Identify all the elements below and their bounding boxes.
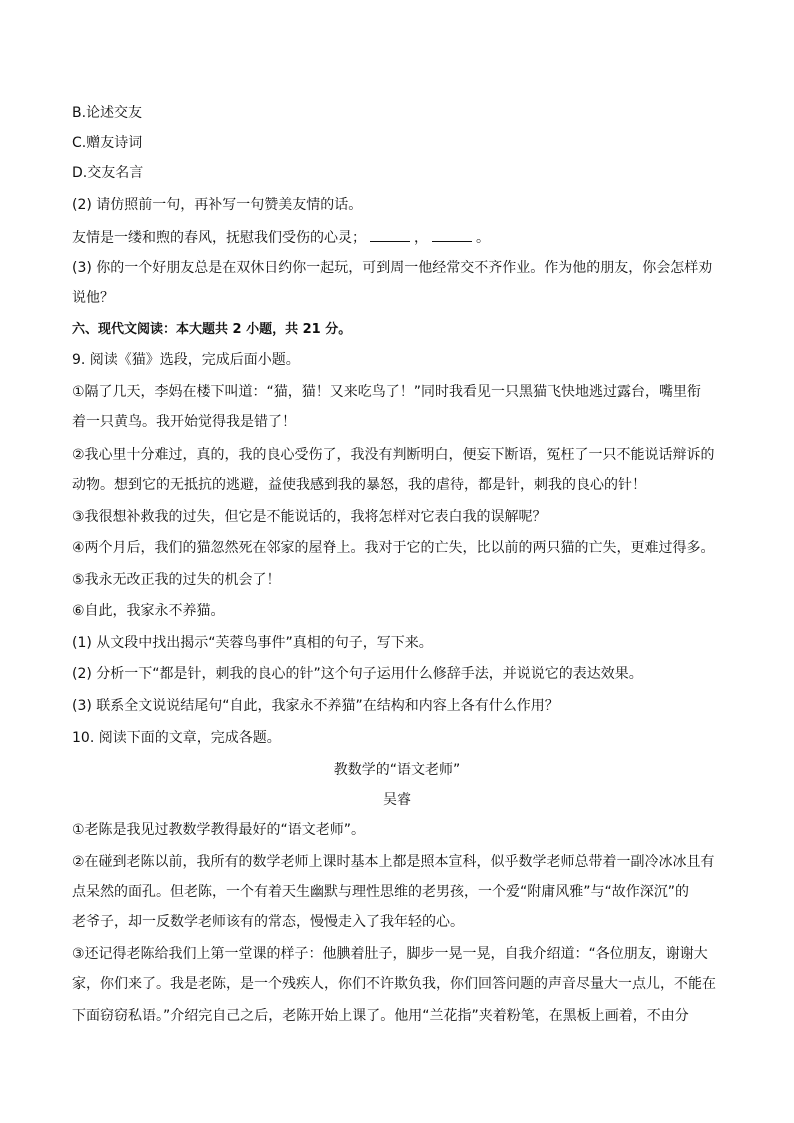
- q10-p1: ①老陈是我见过教数学教得最好的“语文老师”。: [72, 822, 366, 838]
- q9-p5: ⑤我永无改正我的过失的机会了！: [72, 572, 281, 588]
- q8-2-sentence: [72, 227, 722, 248]
- q10-intro: 10. 阅读下面的文章，完成各题。: [72, 730, 281, 746]
- q10-p2-line1: ②在碰到老陈以前，我所有的数学老师上课时基本上都是照本宣科，似乎数学老师总带着一副冷冰冰且有: [72, 854, 715, 870]
- q8-2-prompt: (2) 请仿照前一句，再补写一句赞美友情的话。: [72, 197, 363, 213]
- option-c: C.赠友诗词: [72, 135, 143, 151]
- q9-sub3: (3) 联系全文说说结尾句“自此，我家永不养猫”在结构和内容上各有什么作用？: [72, 698, 559, 714]
- answer-blank-1[interactable]: [370, 227, 410, 242]
- q8-2-separator: ，: [414, 230, 428, 246]
- q9-p1-line1: ①隔了几天，李妈在楼下叫道：“猫，猫！又来吃鸟了！”同时我看见一只黑猫飞快地逃过露台，嘴里衔: [72, 384, 702, 400]
- answer-blank-2[interactable]: [432, 227, 472, 242]
- article-title: 教数学的“语文老师”: [333, 762, 461, 778]
- q8-2-end: 。: [476, 230, 490, 246]
- q10-p3-line2: 家，你们来了。我是老陈，是一个残疾人，你们不许欺负我，你们回答问题的声音尽量大一点儿，不能在: [72, 976, 716, 992]
- q8-3-line2: 说他？: [72, 290, 114, 306]
- q10-p3-line3: 下面窃窃私语。”介绍完自己之后，老陈开始上课了。他用“兰花指”夹着粉笔，在黑板上画着，不由分: [72, 1008, 689, 1024]
- q9-sub1: (1) 从文段中找出揭示“芙蓉鸟事件”真相的句子，写下来。: [72, 635, 433, 651]
- article-author: 吴睿: [383, 792, 411, 808]
- option-d: D.交友名言: [72, 165, 144, 181]
- q10-p3-line1: ③还记得老陈给我们上第一堂课的样子：他腆着肚子，脚步一晃一晃，自我介绍道：“各位朋友，谢谢大: [72, 946, 708, 962]
- option-b: B.论述交友: [72, 105, 143, 121]
- q8-2-sentence-start: 友情是一缕和煦的春风，抚慰我们受伤的心灵；: [72, 230, 366, 246]
- q9-p1-line2: 着一只黄鸟。我开始觉得我是错了！: [72, 414, 296, 430]
- section-6-heading: 六、现代文阅读：本大题共 2 小题，共 21 分。: [72, 322, 352, 337]
- q9-intro: 9. 阅读《猫》选段，完成后面小题。: [72, 352, 300, 368]
- q9-p4: ④两个月后，我们的猫忽然死在邻家的屋脊上。我对于它的亡失，比以前的两只猫的亡失，更难过得多。: [72, 540, 715, 556]
- q9-p6: ⑥自此，我家永不养猫。: [72, 603, 225, 619]
- q9-p3: ③我很想补救我的过失，但它是不能说话的，我将怎样对它表白我的误解呢？: [72, 509, 547, 525]
- q9-p2-line2: 动物。想到它的无抵抗的逃避，益使我感到我的暴怒，我的虐待，都是针，刺我的良心的针！: [72, 477, 646, 493]
- q9-sub2: (2) 分析一下“都是针，刺我的良心的针”这个句子运用什么修辞手法，并说说它的表达效果。: [72, 666, 643, 682]
- q8-3-line1: (3) 你的一个好朋友总是在双休日约你一起玩，可到周一他经常交不齐作业。作为他的朋友，你会怎样劝: [72, 260, 713, 276]
- q10-p2-line2: 点呆然的面孔。但老陈，一个有着天生幽默与理性思维的老男孩，一个爱“附庸风雅”与“故作深沉”的: [72, 884, 690, 900]
- q10-p2-line3: 老爷子，却一反数学老师该有的常态，慢慢走入了我年轻的心。: [72, 914, 464, 930]
- q9-p2-line1: ②我心里十分难过，真的，我的良心受伤了，我没有判断明白，便妄下断语，冤枉了一只不能说话辩诉的: [72, 447, 715, 463]
